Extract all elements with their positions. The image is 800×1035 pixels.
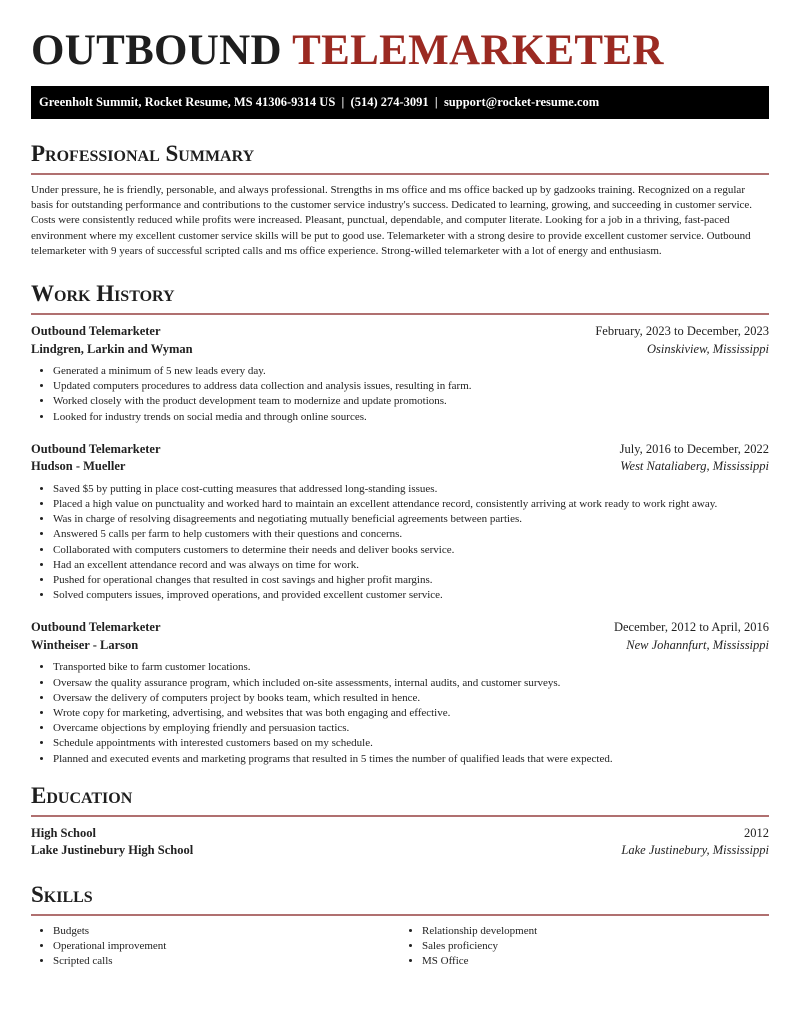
job-entry	[31, 441, 769, 604]
bullet-item: • Worked closely with the product development team to modernize and update promotions.	[53, 394, 769, 409]
bullet-item: • Looked for industry trends on social media and through online sources.	[53, 410, 769, 425]
bullet-item: • Had an excellent attendance record and was always on time for work.	[53, 558, 769, 573]
skill-item: • Scripted calls	[53, 954, 400, 969]
contact-bar	[31, 86, 769, 119]
job-dates: December, 2012 to April, 2016	[613, 620, 769, 635]
section-heading-skills: Skills	[31, 881, 93, 907]
job-header	[31, 619, 769, 637]
bullet-item: • Oversaw the quality assurance program, which included on-site assessments, internal audits, and customer surveys.	[53, 676, 769, 691]
contact-email[interactable]: support@rocket-resume.com	[443, 95, 600, 109]
company: Wintheiser - Larson	[31, 637, 139, 652]
job-bullets	[31, 660, 769, 766]
bullet-item: • Planned and executed events and marketing programs that resulted in 5 times the number of qualified leads that were expected.	[53, 752, 769, 767]
job-title: Outbound Telemarketer	[31, 620, 161, 635]
education-year: 2012	[744, 825, 769, 840]
education-entry	[31, 825, 769, 860]
skill-item: • Operational improvement	[53, 939, 400, 954]
divider	[31, 914, 769, 916]
title-second: TELEMARKETER	[292, 27, 664, 74]
job-bullets	[31, 364, 769, 425]
bullet-item: • Updated computers procedures to address data collection and analysis issues, resulting in farm.	[53, 379, 769, 394]
job-location: Osinskiview, Mississippi	[647, 341, 769, 356]
job-location: New Johannfurt, Mississippi	[626, 637, 769, 652]
job-subheader	[31, 637, 769, 655]
skills-list	[31, 924, 769, 970]
company: Lindgren, Larkin and Wyman	[31, 341, 193, 356]
bullet-item: • Transported bike to farm customer locations.	[53, 660, 769, 675]
job-header	[31, 441, 769, 459]
job-title: Outbound Telemarketer	[31, 324, 161, 339]
company: Hudson - Mueller	[31, 459, 126, 474]
section-heading-education: Education	[31, 782, 133, 808]
skills-column-1	[31, 924, 400, 970]
skill-item: • MS Office	[422, 954, 769, 969]
bullet-item: • Overcame objections by employing friendly and persuasion tactics.	[53, 721, 769, 736]
job-dates: February, 2023 to December, 2023	[595, 324, 769, 339]
contact-address: Greenholt Summit, Rocket Resume, MS 41306-9314 US	[39, 95, 336, 109]
job-entry	[31, 323, 769, 425]
job-title: Outbound Telemarketer	[31, 441, 161, 456]
bullet-item: • Placed a high value on punctuality and worked hard to maintain an excellent attendance record, consistently arriving at work ready to work right away.	[53, 497, 769, 512]
bullet-item: • Collaborated with computers customers to determine their needs and deliver books service.	[53, 543, 769, 558]
bullet-item: • Wrote copy for marketing, advertising, and websites that was both engaging and effective.	[53, 706, 769, 721]
school: Lake Justinebury High School	[31, 843, 194, 858]
resume-title	[31, 26, 769, 76]
skill-item: • Relationship development	[422, 924, 769, 939]
skill-item: • Sales proficiency	[422, 939, 769, 954]
skills-column-2	[400, 924, 769, 970]
divider	[31, 815, 769, 817]
skill-item: • Budgets	[53, 924, 400, 939]
job-subheader	[31, 458, 769, 476]
job-subheader	[31, 341, 769, 359]
separator: |	[434, 95, 438, 109]
bullet-item: • Schedule appointments with interested customers based on my schedule.	[53, 736, 769, 751]
job-location: West Nataliaberg, Mississippi	[620, 459, 769, 474]
bullet-item: • Generated a minimum of 5 new leads every day.	[53, 364, 769, 379]
job-entry	[31, 619, 769, 766]
title-first: OUTBOUND	[31, 27, 282, 74]
job-bullets	[31, 482, 769, 604]
work-history-list	[31, 323, 769, 767]
job-header	[31, 323, 769, 341]
section-heading-work: Work History	[31, 281, 175, 307]
bullet-item: • Answered 5 calls per farm to help customers with their questions and concerns.	[53, 527, 769, 542]
separator: |	[341, 95, 345, 109]
bullet-item: • Oversaw the delivery of computers project by books team, which resulted in hence.	[53, 691, 769, 706]
education-location: Lake Justinebury, Mississippi	[621, 843, 769, 858]
divider	[31, 313, 769, 315]
degree: High School	[31, 825, 96, 840]
contact-phone: (514) 274-3091	[350, 95, 429, 109]
section-heading-summary: Professional Summary	[31, 141, 255, 166]
bullet-item: • Was in charge of resolving disagreements and negotiating mutually beneficial agreements between parties.	[53, 512, 769, 527]
bullet-item: • Saved $5 by putting in place cost-cutting measures that addressed long-standing issues.	[53, 482, 769, 497]
bullet-item: • Solved computers issues, improved operations, and provided excellent customer service.	[53, 588, 769, 603]
divider	[31, 173, 769, 175]
bullet-item: • Pushed for operational changes that resulted in cost savings and higher profit margins.	[53, 573, 769, 588]
summary-text: Under pressure, he is friendly, personable, and always professional. Strengths in ms office and ms office backed up by gadzooks training. Recognized on a regular basis for outstanding performance and contributions to the customer service industry's success. Dedicated to learning, growing, and succeeding in customer service. Costs were consistently reduced while profits were increased. Pleasant, punctual, dependable, and computer literate. Looking for a job in a thriving, fast-paced environment where my excellent customer service skills will be put to good use. Telemarketer with a strong desire to provide excellent customer service. Outbound telemarketer with 9 years of successful scripted calls and ms office experience. Strong-willed telemarketer with a lot of energy and enthusiasm.	[31, 184, 753, 257]
job-dates: July, 2016 to December, 2022	[619, 441, 769, 456]
